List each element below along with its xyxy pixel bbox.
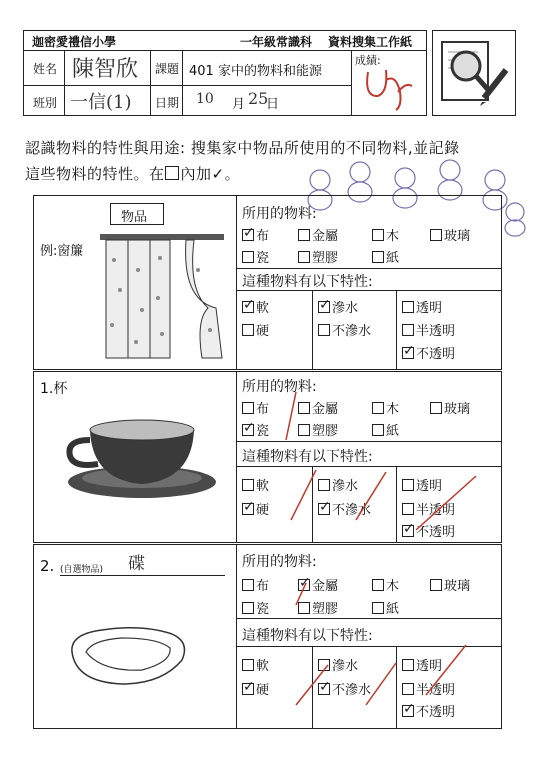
curtain-image (98, 230, 226, 362)
ex-mat-porcelain[interactable]: 瓷 (242, 247, 269, 266)
ex-prop-soft[interactable]: ✓軟 (242, 297, 269, 316)
ex-prop-hard-checkbox[interactable] (242, 324, 254, 336)
date-day-unit: 日 (266, 97, 280, 112)
i1-mat-glass[interactable]: 玻璃 (430, 398, 470, 417)
item2-label-num: 2. (40, 557, 55, 575)
i1-mat-plastic[interactable]: 塑膠 (298, 420, 338, 439)
i1-prop-hard[interactable]: ✓硬 (242, 499, 269, 518)
subject-title: 一年級常識科 (240, 35, 313, 49)
ex-prop-soft-checkbox[interactable] (242, 301, 254, 313)
i2-mat-porcelain[interactable]: 瓷 (242, 598, 269, 617)
i2-mat-plastic[interactable]: 塑膠 (298, 598, 338, 617)
item1-red-marks (236, 380, 502, 540)
topic-value: 401 家中的物料和能源 (189, 64, 322, 79)
ex-mat-cloth[interactable]: ✓布 (242, 225, 269, 244)
ex-prop-opaque[interactable]: ✓不透明 (402, 343, 455, 362)
header-vline-a (64, 50, 65, 116)
example-mid-line (236, 268, 502, 269)
class-value: 一信(1) (70, 92, 132, 113)
example-prop-v2 (396, 290, 397, 370)
ex-mat-metal-checkbox[interactable] (298, 229, 310, 241)
ex-mat-paper[interactable]: 紙 (372, 247, 399, 266)
ex-mat-porcelain-checkbox[interactable] (242, 251, 254, 263)
ex-prop-translucent-checkbox[interactable] (402, 324, 414, 336)
ex-prop-transparent[interactable]: 透明 (402, 297, 442, 316)
ex-mat-glass-checkbox[interactable] (430, 229, 442, 241)
ex-mat-paper-checkbox[interactable] (372, 251, 384, 263)
i1-mat-wood[interactable]: 木 (372, 398, 399, 417)
ex-mat-wood-checkbox[interactable] (372, 229, 384, 241)
item1-materials-heading: 所用的物料: (242, 379, 317, 395)
school-name: 迦密愛禮信小學 (32, 35, 117, 49)
item1-properties-heading: 這種物料有以下特性: (242, 449, 373, 465)
i1-prop-opaque[interactable]: ✓不透明 (402, 521, 455, 540)
ex-prop-hard[interactable]: 硬 (242, 320, 269, 339)
i2-prop-waterproof[interactable]: ✓不滲水 (318, 679, 371, 698)
date-day: 25 (248, 89, 269, 108)
example-divider (236, 195, 237, 370)
header-divider-1 (23, 50, 427, 51)
i1-prop-transparent[interactable]: 透明 (402, 475, 442, 494)
ex-mat-cloth-checkbox[interactable] (242, 229, 254, 241)
instruction-line-2b: 內加✓。 (180, 165, 241, 183)
i2-prop-transparent[interactable]: 透明 (402, 655, 442, 674)
sheet-title: 資料搜集工作紙 (328, 35, 413, 49)
i2-mat-paper[interactable]: 紙 (372, 598, 399, 617)
ex-prop-opaque-checkbox[interactable] (402, 347, 414, 359)
item-header: 物品 (121, 210, 148, 225)
i2-prop-opaque[interactable]: ✓不透明 (402, 701, 455, 720)
example-materials-heading: 所用的物料: (242, 206, 317, 222)
i1-mat-metal[interactable]: 金屬 (298, 398, 338, 417)
ex-prop-waterproof[interactable]: 不滲水 (318, 320, 371, 339)
i1-prop-soft[interactable]: 軟 (242, 475, 269, 494)
ex-mat-metal[interactable]: 金屬 (298, 225, 338, 244)
ex-mat-plastic[interactable]: 塑膠 (298, 247, 338, 266)
header-vline-b (150, 50, 151, 116)
i2-prop-absorbent[interactable]: 滲水 (318, 655, 358, 674)
date-month-unit: 月 (232, 97, 246, 112)
date-label: 日期 (155, 96, 180, 110)
topic-label: 課題 (155, 62, 180, 76)
name-label: 姓名 (33, 62, 58, 76)
ex-mat-glass[interactable]: 玻璃 (430, 225, 470, 244)
checkbox-sample (165, 166, 179, 180)
name-value: 陳智欣 (72, 57, 139, 82)
cup-image (62, 410, 226, 510)
example-label: 例:窗簾 (40, 244, 84, 259)
ex-mat-plastic-checkbox[interactable] (298, 251, 310, 263)
date-month: 10 (196, 91, 214, 107)
item2-materials-heading: 所用的物料: (242, 554, 317, 570)
example-prop-v1 (312, 290, 313, 370)
magnifier-pencil-icon (438, 36, 510, 110)
grade-label: 成績: (355, 54, 381, 67)
i2-mat-glass[interactable]: 玻璃 (430, 575, 470, 594)
item2-label-hint: (自選物品) (60, 565, 104, 575)
item2-red-marks (236, 555, 502, 725)
i2-prop-translucent[interactable]: 半透明 (402, 679, 455, 698)
i1-prop-translucent[interactable]: 半透明 (402, 499, 455, 518)
ex-prop-absorbent-checkbox[interactable] (318, 301, 330, 313)
item2-properties-heading: 這種物料有以下特性: (242, 628, 373, 644)
i1-prop-waterproof[interactable]: ✓不滲水 (318, 499, 371, 518)
header-divider-2 (23, 85, 351, 86)
ex-prop-transparent-checkbox[interactable] (402, 301, 414, 313)
grade-mark (356, 62, 426, 116)
class-label: 班別 (33, 96, 58, 110)
i2-mat-metal[interactable]: ✓ 金屬 (298, 575, 338, 594)
ex-mat-wood[interactable]: 木 (372, 225, 399, 244)
i1-prop-absorbent[interactable]: 滲水 (318, 475, 358, 494)
example-properties-heading: 這種物料有以下特性: (242, 274, 373, 290)
i1-mat-paper[interactable]: 紙 (372, 420, 399, 439)
item1-label: 1.杯 (40, 381, 68, 397)
i1-mat-cloth[interactable]: 布 (242, 398, 269, 417)
plate-image (62, 612, 192, 696)
item2-label-underline (60, 575, 225, 576)
i2-mat-wood[interactable]: 木 (372, 575, 399, 594)
header-vline-c (182, 50, 183, 116)
ex-prop-translucent[interactable]: 半透明 (402, 320, 455, 339)
i2-mat-cloth[interactable]: 布 (242, 575, 269, 594)
i2-prop-hard[interactable]: ✓硬 (242, 679, 269, 698)
i2-prop-soft[interactable]: 軟 (242, 655, 269, 674)
instruction-line-2 (25, 163, 240, 184)
item2-label-value: 碟 (128, 554, 145, 574)
ex-prop-absorbent[interactable]: ✓滲水 (318, 297, 358, 316)
header-vline-d (351, 50, 352, 116)
instruction-line-2a: 這些物料的特性。在 (25, 165, 165, 183)
i1-mat-porcelain[interactable]: ✓瓷 (242, 420, 269, 439)
instruction-line-1: 認識物料的特性與用途: 搜集家中物品所使用的不同物料,並記錄 (25, 139, 460, 157)
ex-prop-waterproof-checkbox[interactable] (318, 324, 330, 336)
